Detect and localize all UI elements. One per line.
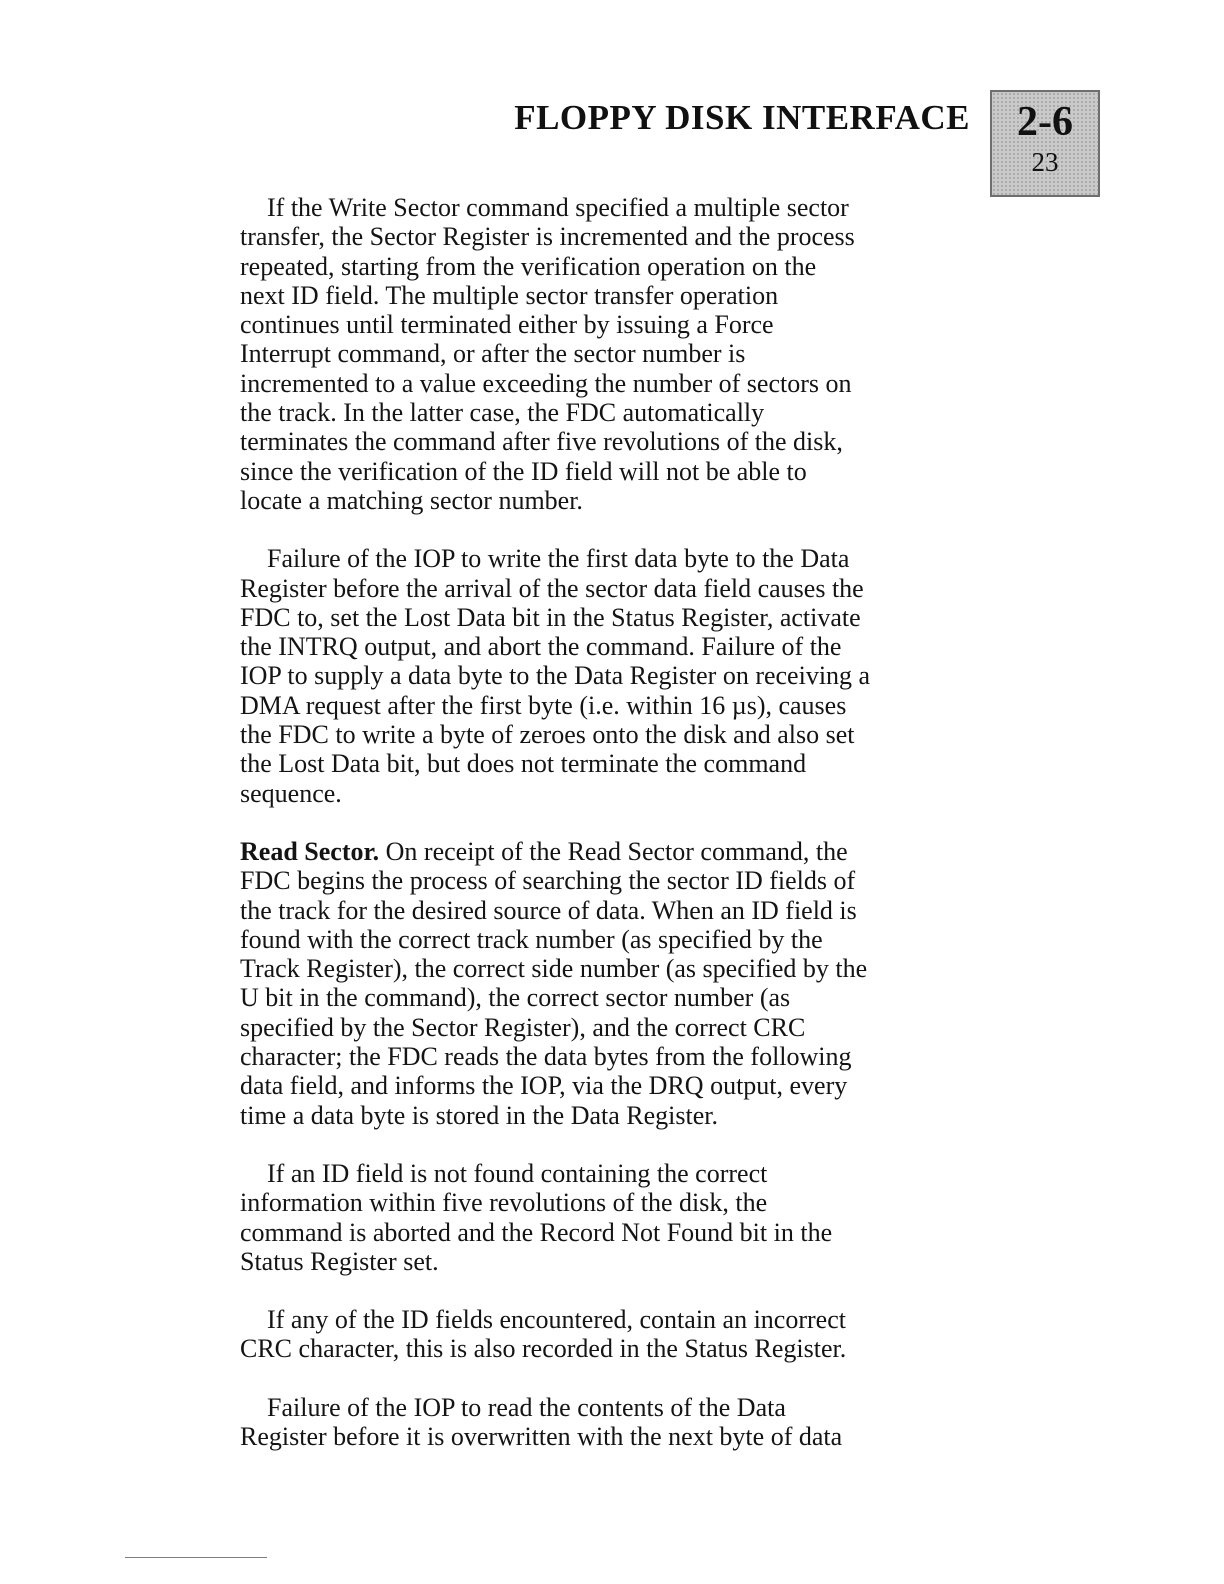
text-line: CRC character, this is also recorded in the Status Register. [240, 1334, 847, 1364]
text-line: specified by the Sector Register), and the correct CRC [240, 1012, 806, 1042]
text-line: command is aborted and the Record Not Found bit in the [240, 1217, 833, 1247]
text-line: since the verification of the ID field will not be able to [240, 456, 807, 486]
text-line: Register before the arrival of the sector data field causes the [240, 573, 864, 603]
text-line: FDC begins the process of searching the sector ID fields of [240, 866, 856, 896]
paragraph-id-not-found [240, 1159, 990, 1276]
paragraph-read-sector [240, 837, 990, 1130]
text-line: terminates the command after five revolutions of the disk, [240, 427, 843, 457]
text-line: Failure of the IOP to read the contents of the Data [267, 1392, 786, 1422]
text-line: Register before it is overwritten with the next byte of data [240, 1421, 843, 1451]
page-number: 23 [1031, 147, 1059, 177]
text-line: data field, and informs the IOP, via the DRQ output, every [240, 1071, 848, 1101]
text-line: the track for the desired source of data. When an ID field is [240, 895, 857, 925]
text-line: the INTRQ output, and abort the command. Failure of the [240, 632, 842, 662]
page-header-title: FLOPPY DISK INTERFACE [514, 98, 970, 137]
text-line: FDC to, set the Lost Data bit in the Status Register, activate [240, 602, 861, 632]
text-line: the FDC to write a byte of zeroes onto the disk and also set [240, 720, 855, 750]
text-line: Track Register), the correct side number (as specified by the [240, 954, 868, 984]
paragraph-multiple-sector-transfer [240, 193, 990, 515]
text-line: sequence. [240, 778, 342, 808]
footnote-rule [125, 1557, 267, 1558]
section-tab [990, 90, 1100, 197]
text-line: information within five revolutions of the disk, the [240, 1188, 768, 1218]
text-line: If an ID field is not found containing the correct [267, 1158, 768, 1188]
text-line: Status Register set. [240, 1246, 439, 1276]
text-line: locate a matching sector number. [240, 485, 583, 515]
text-line: character; the FDC reads the data bytes from the following [240, 1042, 852, 1072]
text-line: If any of the ID fields encountered, contain an incorrect [267, 1305, 846, 1335]
body-text [240, 193, 990, 1480]
text-line: found with the correct track number (as specified by the [240, 924, 823, 954]
section-number: 2-6 [1017, 99, 1073, 145]
text-line: U bit in the command), the correct sector number (as [240, 983, 791, 1013]
text-run: On receipt of the Read Sector command, the [379, 836, 848, 866]
paragraph-crc-error [240, 1305, 990, 1364]
text-line: next ID field. The multiple sector transfer operation [240, 280, 779, 310]
paragraph-read-failure [240, 1393, 990, 1452]
text-line: time a data byte is stored in the Data Register. [240, 1100, 718, 1130]
text-line: repeated, starting from the verification operation on the [240, 251, 817, 281]
text-line: IOP to supply a data byte to the Data Register on receiving a [240, 661, 871, 691]
text-line: transfer, the Sector Register is incremented and the process [240, 222, 855, 252]
text-line: Interrupt command, or after the sector number is [240, 339, 746, 369]
text-line: continues until terminated either by issuing a Force [240, 310, 774, 340]
text-line: the track. In the latter case, the FDC automatically [240, 398, 765, 428]
read-sector-heading: Read Sector. [240, 836, 380, 866]
text-line: If the Write Sector command specified a multiple sector [267, 193, 849, 222]
text-line: DMA request after the first byte (i.e. within 16 µs), causes [240, 690, 847, 720]
text-line: the Lost Data bit, but does not terminate the command [240, 749, 807, 779]
text-line: Failure of the IOP to write the first data byte to the Data [267, 544, 850, 574]
text-line: incremented to a value exceeding the number of sectors on [240, 368, 852, 398]
paragraph-write-failure [240, 544, 990, 808]
text-line [240, 837, 990, 866]
